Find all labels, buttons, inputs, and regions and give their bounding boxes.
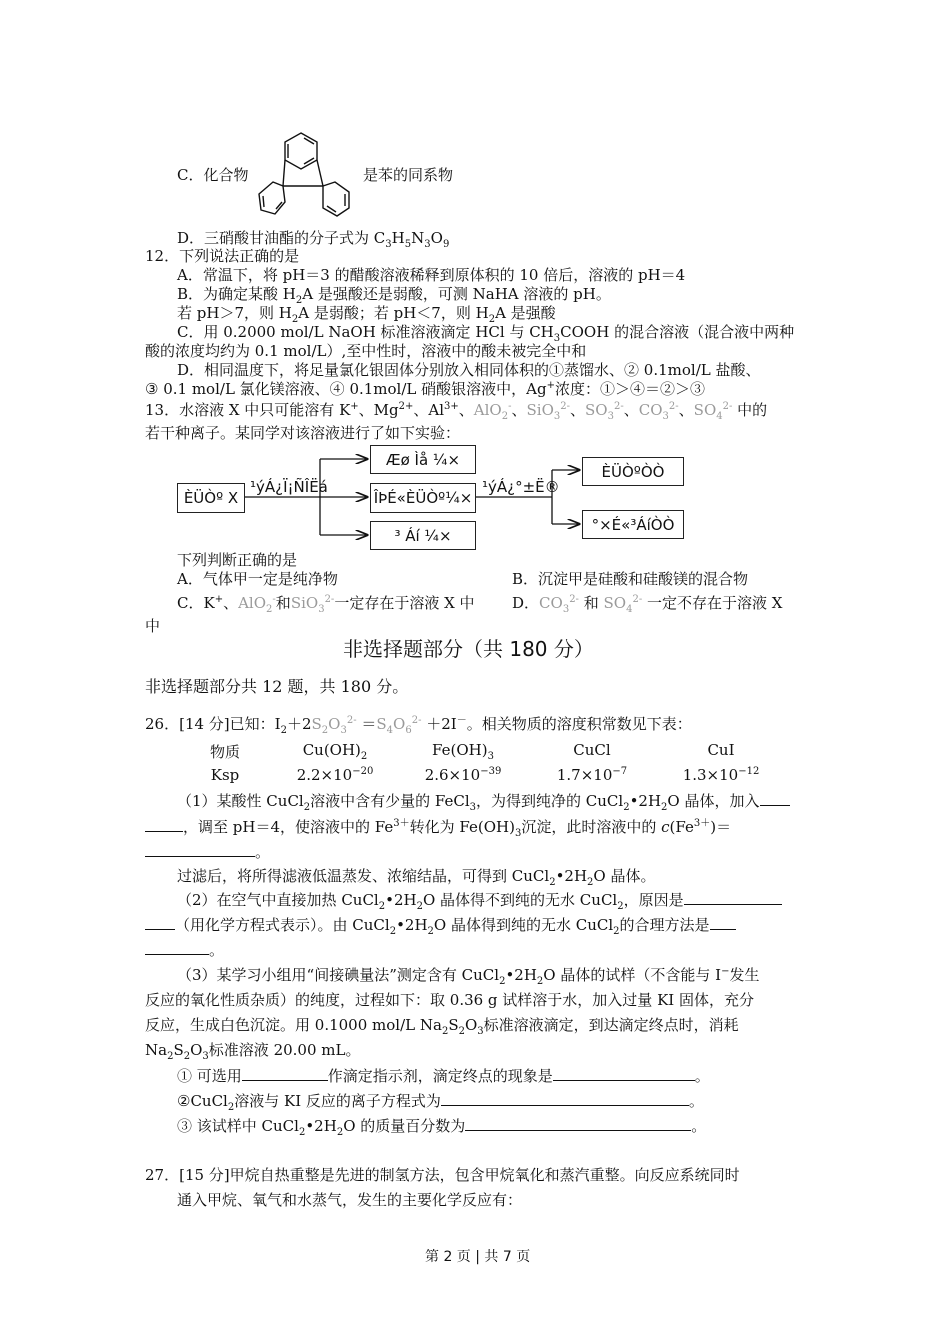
q13-option-b: B．沉淀甲是硅酸和硅酸镁的混合物: [512, 570, 749, 588]
q12-stem: 12．下列说法正确的是: [145, 247, 300, 265]
q13-flowchart-lines: [0, 0, 950, 560]
flow-box-precipitate-b: °×É«³ÁíÒÒ: [582, 510, 684, 539]
blank-line[interactable]: [684, 890, 782, 905]
q11-option-d: D．三硝酸甘油酯的分子式为 $C_3H_5N_3O_9$: [177, 229, 450, 250]
section-title: 非选择题部分（共 180 分）: [343, 637, 594, 661]
table-header-feoh3: $Fe(OH)_3$: [432, 741, 494, 762]
q13-stem-line2: 若干种离子。某同学对该溶液进行了如下实验：: [145, 424, 461, 442]
flow-box-solution-a: ÎÞÉ«ÈÜÒº¼×: [370, 483, 476, 513]
table-cell-ksp-cui: $1.3\times 10^{-12}$: [682, 766, 760, 784]
q27-line1: 27．[15 分]甲烷自热重整是先进的制氢方法，包含甲烷氧化和蒸汽重整。向反应系统同时: [145, 1166, 740, 1184]
section-note: 非选择题部分共 12 题，共 180 分。: [145, 677, 409, 696]
table-header-cucl: CuCl: [573, 741, 611, 759]
blank-line[interactable]: [760, 791, 790, 806]
q12-option-b-line2: 若 pH＞7，则 $H_2A$ 是弱酸；若 pH＜7，则 $H_2A$ 是强酸: [177, 304, 556, 325]
table-cell-ksp-cucl: $1.7\times 10^{-7}$: [556, 766, 628, 784]
blank-line[interactable]: [553, 1066, 695, 1081]
q11-option-c-left: C．化合物: [177, 166, 249, 184]
flow-box-precipitate-a: ³ Áí ¼×: [370, 521, 476, 550]
q13-judge-stem: 下列判断正确的是: [177, 551, 298, 569]
table-header-cuoh2: $Cu(OH)_2$: [302, 741, 368, 762]
q12-option-d-line2: ③ 0.1 mol/L 氯化镁溶液、④ 0.1mol/L 硝酸银溶液中，Ag+浓度：①＞④＝②＞③: [145, 380, 705, 398]
blank-line[interactable]: [145, 817, 183, 832]
table-row-label-ksp: Ksp: [210, 766, 240, 784]
q26-subq3: ③ 该试样中 $CuCl_2•2H_2O$ 的质量百分数为 。: [177, 1117, 707, 1138]
q13-option-d: D．$CO_3^{2-}$ 和 $SO_4^{2-}$ 一定不存在于溶液 X: [512, 594, 783, 615]
q13-option-c: C．K+、AlO$_2$-和SiO$_3^{2-}$一定存在于溶液 X 中: [177, 594, 475, 615]
q26-subq1: ① 可选用 作滴定指示剂，滴定终点的现象是 。: [177, 1067, 710, 1085]
q26-part1-line2: ，调至 pH＝4，使溶液中的 $Fe^{3+}$转化为 $Fe(OH)_3$沉淀，此时溶液中的 $c(Fe^{3+})=$: [145, 817, 731, 837]
q12-option-b-line1: B．为确定某酸 $H_2A$ 是强酸还是弱酸，可测 NaHA 溶液的 pH。: [177, 285, 611, 306]
q26-part3-line2: 反应的氧化性质杂质）的纯度，过程如下：取 0.36 g 试样溶于水，加入过量 KI 固体，充分: [145, 991, 754, 1009]
flow-arrow-label-hcl: ¹ýÁ¿Ï¡ÑÎËá: [250, 478, 328, 496]
q12-option-d-line1: D．相同温度下，将足量氯化银固体分别放入相同体积的①蒸馏水、② 0.1mol/L 盐酸、: [177, 361, 761, 379]
blank-line[interactable]: [145, 915, 175, 930]
q12-option-a: A．常温下，将 pH＝3 的醋酸溶液稀释到原体积的 10 倍后，溶液的 pH＝4: [177, 266, 686, 284]
q26-part3-line3: 反应，生成白色沉淀。用 0.1000 mol/L $Na_2S_2O_3$标准溶液滴定，到达滴定终点时，消耗: [145, 1016, 739, 1037]
flow-box-solution-x: ÈÜÒº X: [177, 483, 245, 513]
q26-subq2: ②CuCl$_2$溶液与 KI 反应的离子方程式为 。: [177, 1092, 704, 1113]
q13-option-a: A．气体甲一定是纯净物: [177, 570, 338, 588]
q11-option-c-right: 是苯的同系物: [363, 166, 454, 184]
table-cell-ksp-feoh3: $2.6\times 10^{-39}$: [424, 766, 502, 784]
table-cell-ksp-cuoh2: $2.2\times 10^{-20}$: [296, 766, 374, 784]
q26-part1-line4: 过滤后，将所得滤液低温蒸发、浓缩结晶，可得到 $CuCl_2•2H_2O$ 晶体。: [177, 867, 656, 888]
flow-box-solution-b: ÈÜÒºÒÒ: [582, 457, 684, 486]
blank-line[interactable]: [145, 842, 255, 857]
flow-arrow-label-ammonia: ¹ýÁ¿°±Ë®: [482, 478, 560, 496]
flow-box-gas-a: Æø Ìå ¼×: [370, 445, 476, 474]
blank-line[interactable]: [441, 1091, 689, 1106]
q13-option-d-wrap: 中: [145, 617, 161, 635]
q26-stem: 26．[14 分]已知：$I_2+2S_2O_3^{2-} =S_4O_6^{2-} +2I^-$。相关物质的溶度积常数见下表：: [145, 715, 692, 736]
q12-option-c-line1: C．用 0.2000 mol/L NaOH 标准溶液滴定 HCl 与 $CH_3COOH$ 的混合溶液（混合液中两种: [177, 323, 795, 344]
q12-option-c-line2: 酸的浓度均约为 0.1 mol/L）,至中性时，溶液中的酸未被完全中和: [145, 342, 587, 360]
q26-part1-line1: （1）某酸性 CuCl$_2$溶液中含有少量的 FeCl$_3$，为得到纯净的 $CuCl_2•2H_2O$ 晶体，加入: [177, 791, 790, 811]
q26-part3-line4: $Na_2S_2O_3$标准溶液 20.00 mL。: [145, 1041, 361, 1062]
page-footer: 第 2 页 | 共 7 页: [425, 1249, 531, 1265]
q26-part2-line3: 。: [145, 940, 224, 960]
q26-part3-line1: （3）某学习小组用“间接碘量法”测定含有 $CuCl_2•2H_2O$ 晶体的试样（不含能与 I−发生: [177, 966, 760, 987]
q26-part1-line3: 。: [145, 842, 270, 862]
blank-line[interactable]: [465, 1116, 691, 1131]
blank-line[interactable]: [710, 915, 736, 930]
q26-part2-line2: （用化学方程式表示）。由 $CuCl_2•2H_2O$ 晶体得到纯的无水 CuCl$_2$的合理方法是: [145, 915, 736, 935]
blank-line[interactable]: [242, 1066, 328, 1081]
q27-line2: 通入甲烷、氧气和水蒸气，发生的主要化学反应有：: [177, 1191, 523, 1209]
table-header-substance: 物质: [209, 743, 240, 761]
q26-part2-line1: （2）在空气中直接加热 $CuCl_2•2H_2O$ 晶体得不到纯的无水 CuCl$_2$，原因是: [177, 890, 782, 910]
q13-stem-line1: 13．水溶液 X 中只可能溶有 K+、$Mg^{2+}$、$Al^{3+}$、AlO$_2$-、SiO$_3^{2-}$、$SO_3^{2-}$、$CO_3^{2-}$、$SO_4^{2-}$ 中的: [145, 401, 768, 422]
table-header-cui: CuI: [707, 741, 735, 759]
blank-line[interactable]: [145, 940, 209, 955]
